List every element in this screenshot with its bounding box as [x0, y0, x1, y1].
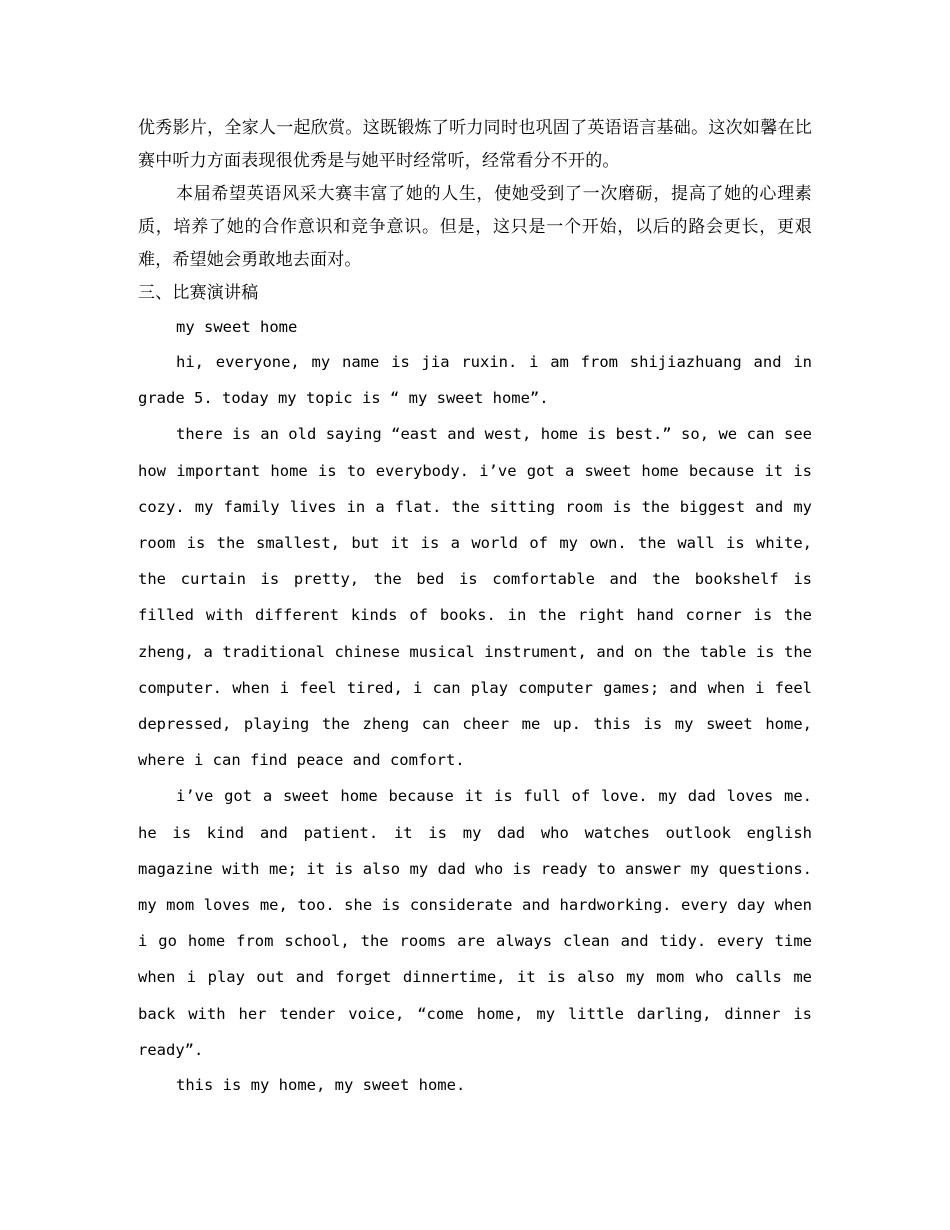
speech-paragraph-cozy-home: there is an old saying “east and west, home is best.” so, we can see how important home is to everybody. i’ve got a sweet home because it is cozy. my family lives in a flat. the sitting room is the biggest and my room is the smallest, but it is a world of my own. the wall is white, the curtain is pretty, the bed is comfortable and the bookshelf is filled with different kinds of books. in the right hand corner is the zheng, a traditional chinese musical instrument, and on the table is the computer. when i feel tired, i can play computer games; and when i feel depressed, playing the zheng can cheer me up. this is my sweet home, where i can find peace and comfort. — [138, 425, 812, 770]
speech-title: my sweet home — [176, 318, 298, 336]
section-heading-speech: 三、比赛演讲稿 — [138, 283, 259, 303]
speech-closing-line: this is my home, my sweet home. — [176, 1076, 466, 1095]
paragraph-contest-reflection: 本届希望英语风采大赛丰富了她的人生，使她受到了一次磨砺，提高了她的心理素质，培养了她的合作意识和竞争意识。但是，这只是一个开始，以后的路会更长，更艰难，希望她会勇敢地去面对。 — [138, 184, 812, 270]
speech-paragraph-family-love: i’ve got a sweet home because it is full of love. my dad loves me. he is kind and patient. it is my dad who watches outlook english magazine with me; it is also my dad who is ready to answer my questions. my mom loves me, too. she is considerate and hardworking. every day when i go home from school, the rooms are always clean and tidy. every time when i play out and forget dinnertime, it is also my mom who calls me back with her tender voice, “come home, my little darling, dinner is ready”. — [138, 787, 812, 1059]
document-page — [138, 112, 812, 1102]
paragraph-listening-summary: 优秀影片，全家人一起欣赏。这既锻炼了听力同时也巩固了英语语言基础。这次如馨在比赛中听力方面表现很优秀是与她平时经常听，经常看分不开的。 — [138, 118, 812, 171]
speech-paragraph-intro: hi, everyone, my name is jia ruxin. i am from shijiazhuang and in grade 5. today my topic is “ my sweet home”. — [138, 353, 812, 408]
